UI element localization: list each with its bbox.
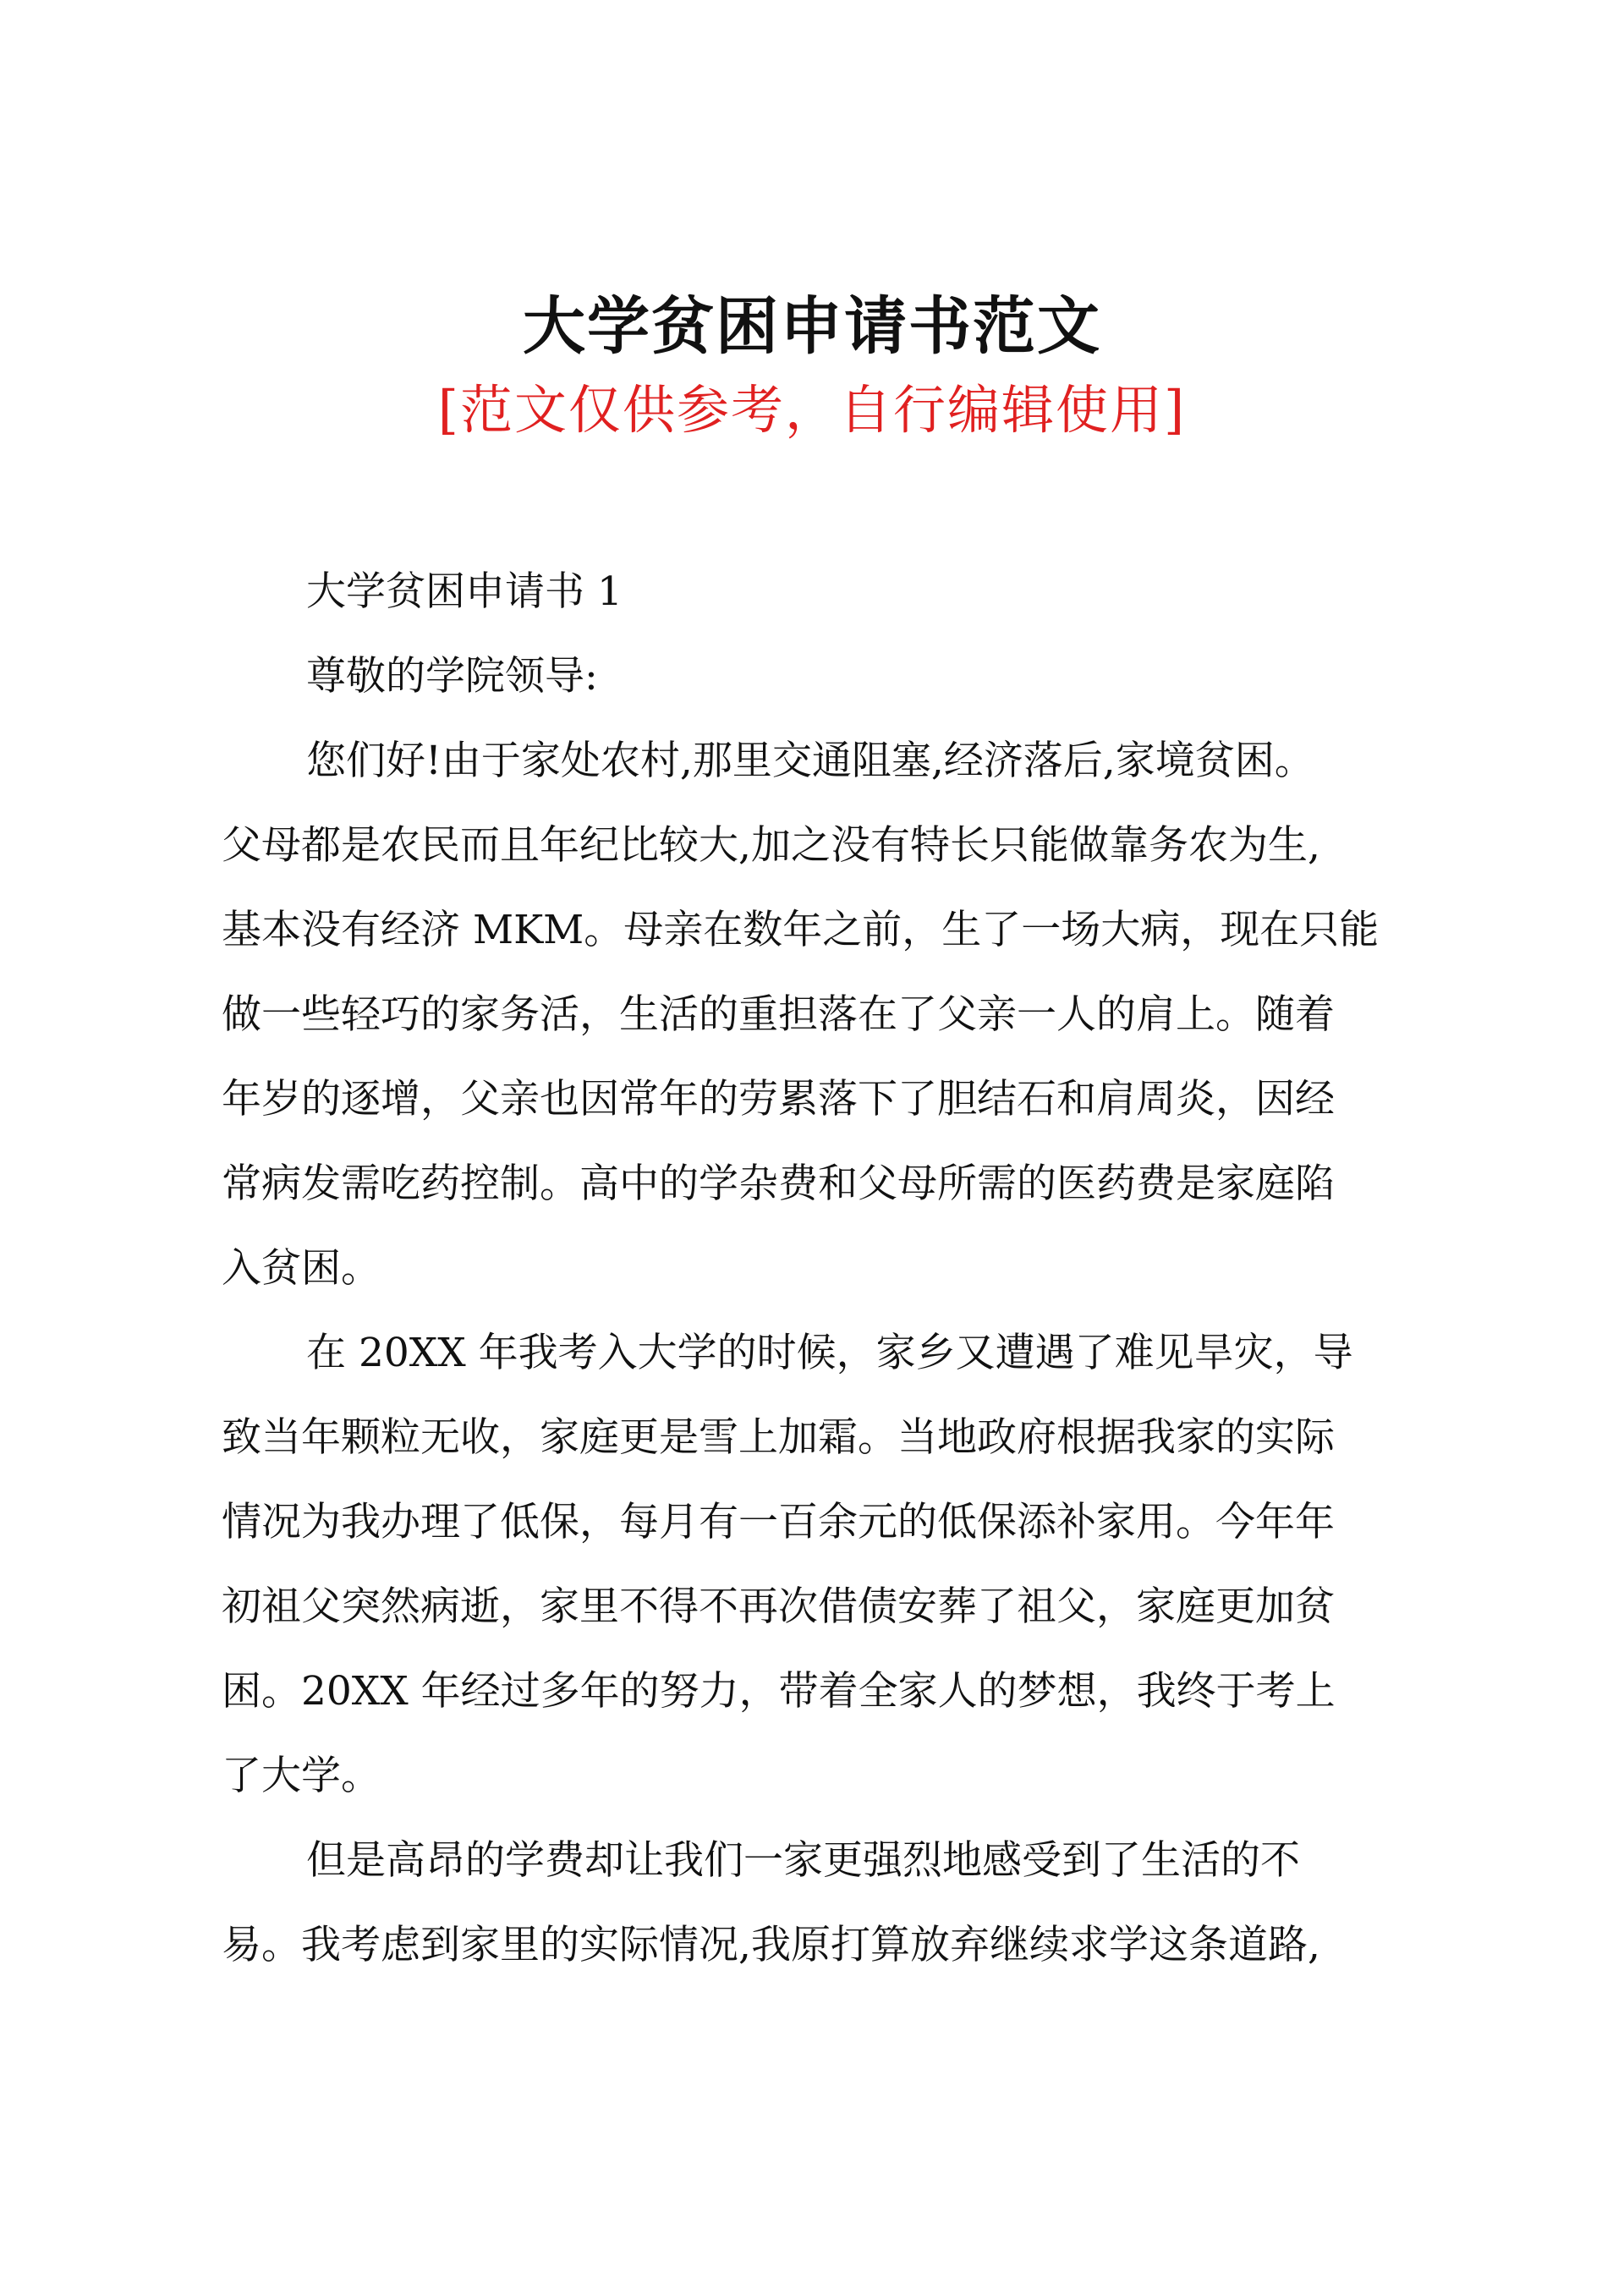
body-line: 年岁的逐增，父亲也因常年的劳累落下了胆结石和肩周炎，因经 — [222, 1076, 1335, 1122]
body-line: 在 20XX 年我考入大学的时候，家乡又遭遇了难见旱灾，导 — [306, 1330, 1353, 1376]
document-subtitle: [范文仅供参考，自行编辑使用] — [437, 379, 1187, 441]
body-line: 入贫困。 — [222, 1245, 381, 1292]
body-line: 情况为我办理了低保，每月有一百余元的低保添补家用。今年年 — [222, 1499, 1335, 1545]
body-line: 父母都是农民而且年纪比较大,加之没有特长只能做靠务农为生, — [222, 822, 1320, 869]
body-line: 常病发需吃药控制。高中的学杂费和父母所需的医药费是家庭陷 — [222, 1161, 1335, 1207]
body-line: 您们好!由于家处农村,那里交通阻塞,经济落后,家境贫困。 — [306, 738, 1314, 784]
document-body — [222, 550, 1427, 1988]
body-line: 初祖父突然病逝，家里不得不再次借债安葬了祖父，家庭更加贫 — [222, 1583, 1335, 1630]
body-line: 易。我考虑到家里的实际情况,我原打算放弃继续求学这条道路, — [222, 1922, 1320, 1968]
body-line: 基本没有经济 MKM。母亲在数年之前，生了一场大病，现在只能 — [222, 907, 1380, 953]
body-line: 困。20XX 年经过多年的努力，带着全家人的梦想，我终于考上 — [222, 1668, 1336, 1715]
body-line: 了大学。 — [222, 1753, 381, 1799]
body-line: 大学贫困申请书 1 — [306, 568, 623, 615]
body-line: 但是高昂的学费却让我们一家更强烈地感受到了生活的不 — [306, 1837, 1300, 1884]
document-title: 大学贫困申请书范文 — [523, 290, 1101, 363]
body-line: 做一些轻巧的家务活，生活的重担落在了父亲一人的肩上。随着 — [222, 991, 1335, 1038]
body-line: 尊敬的学院领导: — [306, 653, 598, 700]
body-line: 致当年颗粒无收，家庭更是雪上加霜。当地政府根据我家的实际 — [222, 1414, 1335, 1461]
